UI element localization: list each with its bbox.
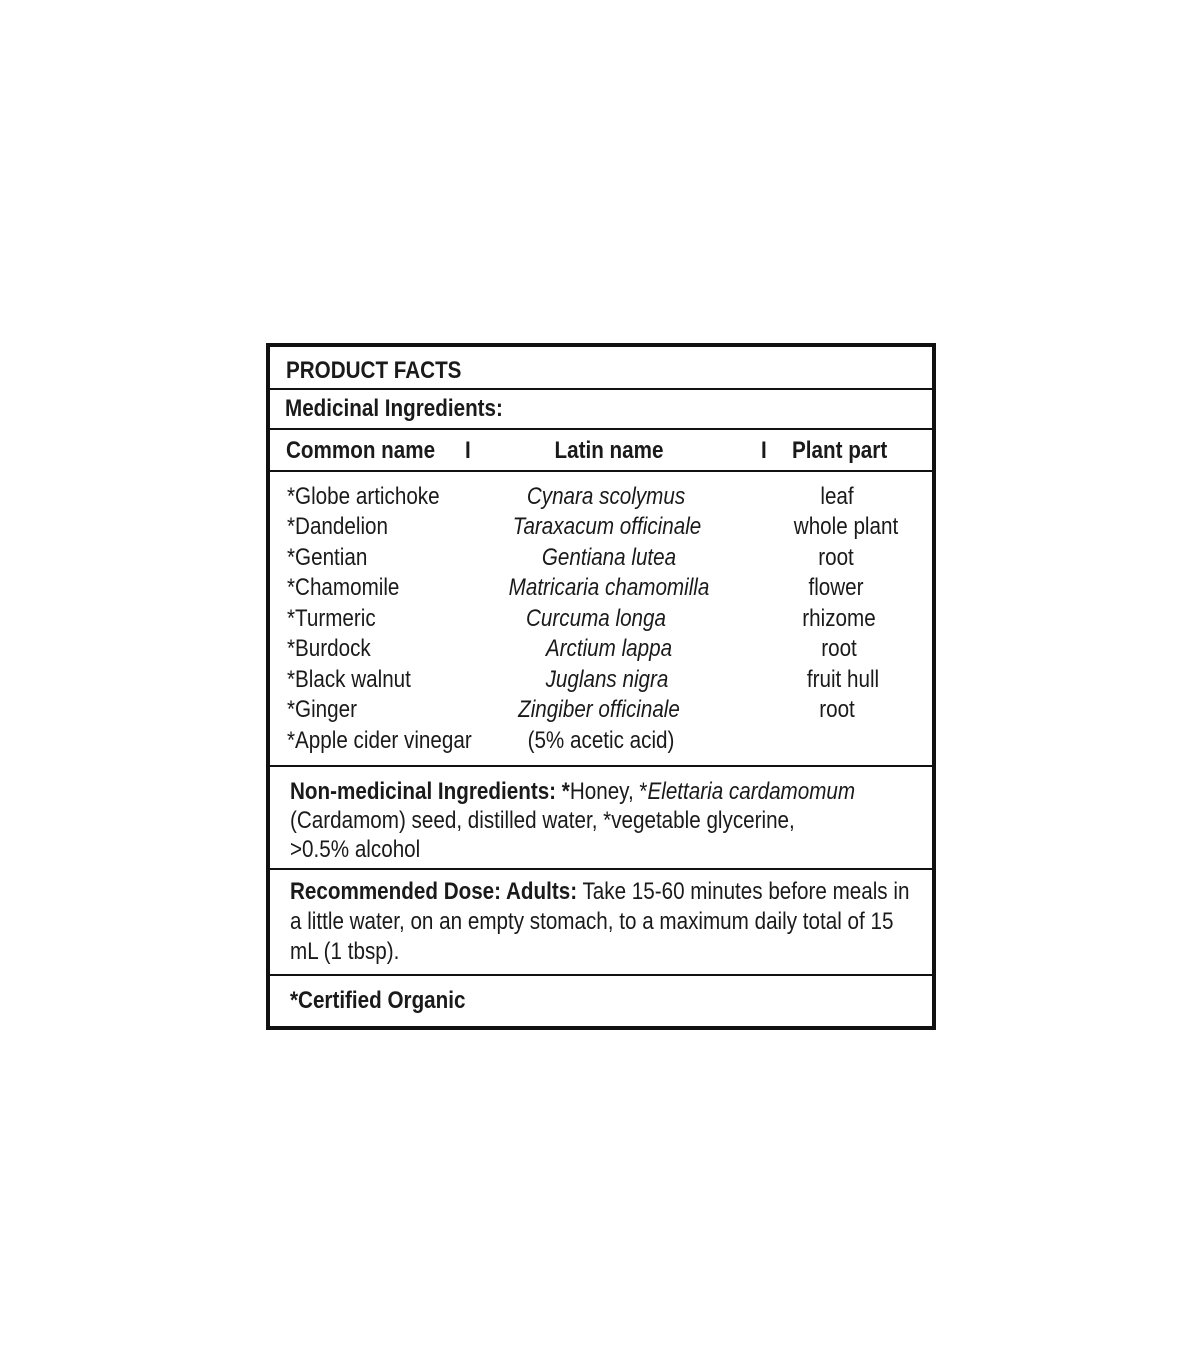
table-row-common: *Apple cider vinegar [287,727,472,754]
non-medicinal-latin: Elettaria cardamomum [647,778,856,805]
table-row-latin: (5% acetic acid) [527,727,675,754]
divider [270,428,932,430]
divider [270,388,932,390]
table-row-latin: Matricaria chamomilla [508,574,710,601]
divider [270,765,932,767]
non-medicinal-text: >0.5% alcohol [290,836,421,863]
table-row-latin: Cynara scolymus [526,483,686,510]
table-row-latin: Gentiana lutea [541,544,677,571]
column-header-latin-name: Latin name [554,437,664,464]
table-row-part: fruit hull [806,666,880,693]
table-row-common: *Chamomile [287,574,400,601]
certified-organic-footnote: *Certified Organic [290,987,466,1014]
divider [270,868,932,870]
column-separator: I [761,437,767,464]
table-row-part: leaf [820,483,854,510]
table-row-latin: Curcuma longa [526,605,666,632]
table-row-common: *Globe artichoke [287,483,440,510]
non-medicinal-ingredients [290,777,922,864]
table-row-common: *Gentian [287,544,368,571]
table-row-part: rhizome [802,605,876,632]
table-row-latin: Juglans nigra [545,666,669,693]
panel-title: PRODUCT FACTS [286,357,462,384]
table-row-common: *Turmeric [287,605,376,632]
table-row-part: root [819,696,855,723]
table-row-common: *Black walnut [287,666,411,693]
dose-label: Recommended Dose: Adults: [290,878,578,905]
column-separator: I [465,437,471,464]
divider [270,470,932,472]
organic-marker: * [561,778,570,805]
recommended-dose [290,877,926,967]
table-row-part: root [818,544,854,571]
table-row-common: *Burdock [287,635,371,662]
column-header-plant-part: Plant part [792,437,888,464]
table-row-latin: Taraxacum officinale [512,513,702,540]
product-facts-panel [266,343,936,1030]
medicinal-heading: Medicinal Ingredients: [285,395,503,422]
column-header-common-name: Common name [286,437,436,464]
table-row-common: *Dandelion [287,513,388,540]
non-medicinal-label: Non-medicinal Ingredients: [290,778,557,805]
table-row-latin: Arctium lappa [545,635,673,662]
non-medicinal-text: Honey, * [569,778,648,805]
divider [270,974,932,976]
table-row-common: *Ginger [287,696,357,723]
table-row-part: root [821,635,857,662]
table-row-part: flower [808,574,864,601]
table-row-latin: Zingiber officinale [518,696,680,723]
non-medicinal-text: (Cardamom) seed, distilled water, *vegetable glycerine, [290,807,795,834]
dose-text: Take 15-60 minutes before meals in a little water, on an empty stomach, to a maximum daily total of 15 mL (1 tbsp). [290,878,910,965]
table-row-part: whole plant [793,513,899,540]
